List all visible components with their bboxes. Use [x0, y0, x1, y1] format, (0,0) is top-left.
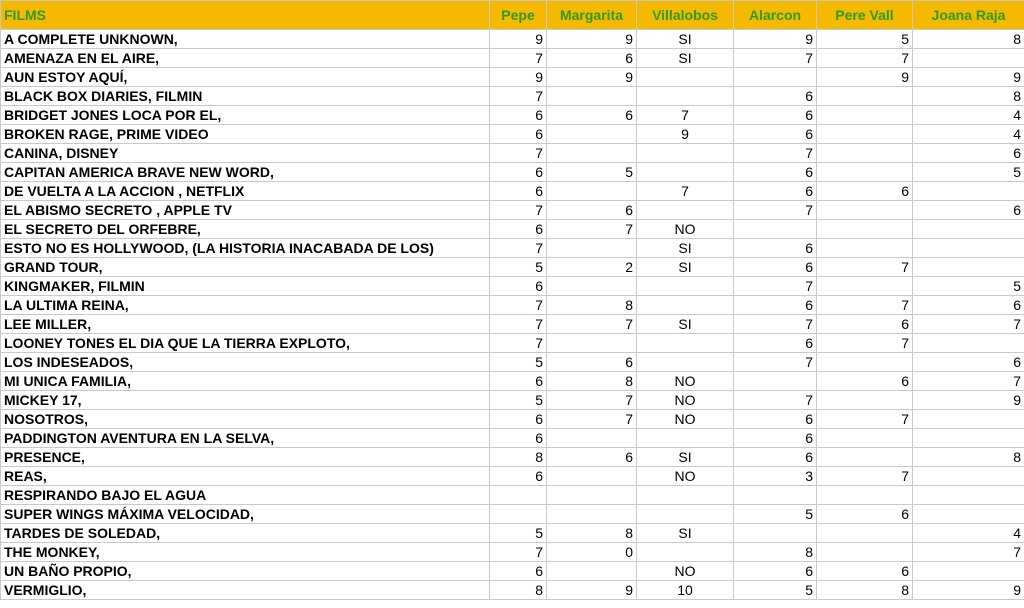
- alarcon-cell[interactable]: 6: [734, 125, 817, 144]
- margarita-cell[interactable]: [547, 125, 637, 144]
- villalobos-cell[interactable]: SI: [637, 30, 734, 49]
- margarita-cell[interactable]: 6: [547, 201, 637, 220]
- table-row: [1, 410, 1024, 429]
- pepe-cell[interactable]: 7: [490, 543, 547, 562]
- villalobos-cell[interactable]: SI: [637, 239, 734, 258]
- pere-vall-cell[interactable]: [817, 391, 913, 410]
- villalobos-cell[interactable]: [637, 144, 734, 163]
- film-cell[interactable]: AMENAZA EN EL AIRE,: [1, 49, 490, 68]
- villalobos-cell[interactable]: NO: [637, 410, 734, 429]
- villalobos-cell[interactable]: [637, 163, 734, 182]
- film-cell[interactable]: PRESENCE,: [1, 448, 490, 467]
- table-row: [1, 220, 1024, 239]
- film-cell[interactable]: REAS,: [1, 467, 490, 486]
- villalobos-cell[interactable]: [637, 201, 734, 220]
- alarcon-cell[interactable]: 5: [734, 505, 817, 524]
- margarita-cell[interactable]: 2: [547, 258, 637, 277]
- margarita-cell[interactable]: [547, 239, 637, 258]
- margarita-cell[interactable]: 8: [547, 524, 637, 543]
- film-cell[interactable]: LA ULTIMA REINA,: [1, 296, 490, 315]
- film-cell[interactable]: PADDINGTON AVENTURA EN LA SELVA,: [1, 429, 490, 448]
- pepe-cell[interactable]: 6: [490, 562, 547, 581]
- villalobos-cell[interactable]: [637, 296, 734, 315]
- table-row: [1, 524, 1024, 543]
- pepe-cell[interactable]: 6: [490, 106, 547, 125]
- pepe-cell[interactable]: 5: [490, 391, 547, 410]
- pere-vall-cell[interactable]: 7: [817, 296, 913, 315]
- film-cell[interactable]: NOSOTROS,: [1, 410, 490, 429]
- alarcon-cell[interactable]: 7: [734, 277, 817, 296]
- pere-vall-cell[interactable]: 6: [817, 562, 913, 581]
- pere-vall-cell[interactable]: [817, 448, 913, 467]
- joana-raja-cell[interactable]: 9: [913, 581, 1024, 600]
- table-row: [1, 448, 1024, 467]
- pepe-cell[interactable]: 7: [490, 49, 547, 68]
- pepe-cell[interactable]: 7: [490, 296, 547, 315]
- joana-raja-cell[interactable]: [913, 258, 1024, 277]
- villalobos-cell[interactable]: NO: [637, 220, 734, 239]
- pepe-cell[interactable]: 7: [490, 201, 547, 220]
- margarita-cell[interactable]: 5: [547, 163, 637, 182]
- joana-raja-cell[interactable]: 8: [913, 448, 1024, 467]
- table-row: [1, 182, 1024, 201]
- table-row: [1, 334, 1024, 353]
- margarita-cell[interactable]: 9: [547, 581, 637, 600]
- pepe-cell[interactable]: [490, 486, 547, 505]
- pepe-cell[interactable]: 6: [490, 277, 547, 296]
- pere-vall-cell[interactable]: [817, 220, 913, 239]
- table-row: [1, 144, 1024, 163]
- villalobos-cell[interactable]: SI: [637, 524, 734, 543]
- pepe-cell[interactable]: 7: [490, 239, 547, 258]
- pepe-cell[interactable]: 7: [490, 144, 547, 163]
- table-row: [1, 315, 1024, 334]
- pere-vall-cell[interactable]: [817, 201, 913, 220]
- alarcon-cell[interactable]: [734, 486, 817, 505]
- margarita-cell[interactable]: 0: [547, 543, 637, 562]
- joana-raja-cell[interactable]: 4: [913, 106, 1024, 125]
- table-row: [1, 277, 1024, 296]
- margarita-cell[interactable]: 7: [547, 410, 637, 429]
- pepe-cell[interactable]: 6: [490, 429, 547, 448]
- margarita-cell[interactable]: 7: [547, 391, 637, 410]
- joana-raja-cell[interactable]: [913, 467, 1024, 486]
- joana-raja-cell[interactable]: 5: [913, 277, 1024, 296]
- pere-vall-cell[interactable]: 6: [817, 182, 913, 201]
- pepe-cell[interactable]: 5: [490, 258, 547, 277]
- film-cell[interactable]: THE MONKEY,: [1, 543, 490, 562]
- joana-raja-cell[interactable]: [913, 562, 1024, 581]
- film-cell[interactable]: CANINA, DISNEY: [1, 144, 490, 163]
- joana-raja-cell[interactable]: 5: [913, 163, 1024, 182]
- alarcon-cell[interactable]: 5: [734, 581, 817, 600]
- margarita-cell[interactable]: 8: [547, 296, 637, 315]
- joana-raja-cell[interactable]: [913, 182, 1024, 201]
- pepe-cell[interactable]: 9: [490, 68, 547, 87]
- pere-vall-cell[interactable]: [817, 106, 913, 125]
- margarita-cell[interactable]: 7: [547, 315, 637, 334]
- joana-raja-cell[interactable]: [913, 239, 1024, 258]
- pere-vall-cell[interactable]: [817, 87, 913, 106]
- table-row: [1, 30, 1024, 49]
- joana-raja-cell[interactable]: 6: [913, 353, 1024, 372]
- villalobos-cell[interactable]: 7: [637, 182, 734, 201]
- pere-vall-cell[interactable]: [817, 239, 913, 258]
- pepe-cell[interactable]: 7: [490, 334, 547, 353]
- pepe-cell[interactable]: 6: [490, 182, 547, 201]
- film-cell[interactable]: VERMIGLIO,: [1, 581, 490, 600]
- pere-vall-cell[interactable]: [817, 524, 913, 543]
- alarcon-cell[interactable]: 7: [734, 391, 817, 410]
- margarita-cell[interactable]: [547, 505, 637, 524]
- pepe-cell[interactable]: 8: [490, 581, 547, 600]
- table-row: [1, 562, 1024, 581]
- pepe-cell[interactable]: 6: [490, 220, 547, 239]
- margarita-cell[interactable]: 9: [547, 68, 637, 87]
- alarcon-cell[interactable]: [734, 524, 817, 543]
- pere-vall-cell[interactable]: [817, 277, 913, 296]
- joana-raja-cell[interactable]: 8: [913, 87, 1024, 106]
- margarita-cell[interactable]: [547, 182, 637, 201]
- villalobos-cell[interactable]: SI: [637, 49, 734, 68]
- alarcon-cell[interactable]: 9: [734, 30, 817, 49]
- villalobos-cell[interactable]: [637, 68, 734, 87]
- joana-raja-cell[interactable]: [913, 410, 1024, 429]
- pere-vall-cell[interactable]: [817, 543, 913, 562]
- film-cell[interactable]: TARDES DE SOLEDAD,: [1, 524, 490, 543]
- alarcon-cell[interactable]: 7: [734, 49, 817, 68]
- alarcon-cell[interactable]: 6: [734, 182, 817, 201]
- film-cell[interactable]: ESTO NO ES HOLLYWOOD, (LA HISTORIA INACABADA DE LOS): [1, 239, 490, 258]
- villalobos-cell[interactable]: 10: [637, 581, 734, 600]
- pere-vall-cell[interactable]: 6: [817, 505, 913, 524]
- villalobos-cell[interactable]: [637, 87, 734, 106]
- table-row: [1, 87, 1024, 106]
- villalobos-cell[interactable]: [637, 277, 734, 296]
- alarcon-cell[interactable]: 7: [734, 201, 817, 220]
- pere-vall-cell[interactable]: [817, 163, 913, 182]
- pere-vall-cell[interactable]: 6: [817, 372, 913, 391]
- header-row: [1, 1, 1024, 30]
- margarita-cell[interactable]: [547, 277, 637, 296]
- alarcon-cell[interactable]: 6: [734, 258, 817, 277]
- film-cell[interactable]: LEE MILLER,: [1, 315, 490, 334]
- film-cell[interactable]: BROKEN RAGE, PRIME VIDEO: [1, 125, 490, 144]
- film-cell[interactable]: LOS INDESEADOS,: [1, 353, 490, 372]
- table-row: [1, 505, 1024, 524]
- film-cell[interactable]: DE VUELTA A LA ACCION , NETFLIX: [1, 182, 490, 201]
- film-cell[interactable]: LOONEY TONES EL DIA QUE LA TIERRA EXPLOTO,: [1, 334, 490, 353]
- villalobos-cell[interactable]: 7: [637, 106, 734, 125]
- film-cell[interactable]: EL SECRETO DEL ORFEBRE,: [1, 220, 490, 239]
- joana-raja-cell[interactable]: 4: [913, 524, 1024, 543]
- alarcon-cell[interactable]: 6: [734, 410, 817, 429]
- alarcon-cell[interactable]: 6: [734, 296, 817, 315]
- pepe-cell[interactable]: 6: [490, 410, 547, 429]
- table-row: [1, 391, 1024, 410]
- pepe-cell[interactable]: 6: [490, 467, 547, 486]
- villalobos-cell[interactable]: [637, 334, 734, 353]
- pere-vall-cell[interactable]: [817, 144, 913, 163]
- header-pere-vall[interactable]: Pere Vall: [817, 1, 913, 30]
- table-row: [1, 106, 1024, 125]
- pere-vall-cell[interactable]: 6: [817, 315, 913, 334]
- joana-raja-cell[interactable]: [913, 334, 1024, 353]
- header-margarita[interactable]: Margarita: [547, 1, 637, 30]
- alarcon-cell[interactable]: 6: [734, 562, 817, 581]
- film-cell[interactable]: SUPER WINGS MÁXIMA VELOCIDAD,: [1, 505, 490, 524]
- villalobos-cell[interactable]: NO: [637, 372, 734, 391]
- alarcon-cell[interactable]: [734, 68, 817, 87]
- pere-vall-cell[interactable]: [817, 125, 913, 144]
- film-cell[interactable]: KINGMAKER, FILMIN: [1, 277, 490, 296]
- villalobos-cell[interactable]: NO: [637, 467, 734, 486]
- table-row: [1, 68, 1024, 87]
- margarita-cell[interactable]: [547, 144, 637, 163]
- alarcon-cell[interactable]: 6: [734, 239, 817, 258]
- pepe-cell[interactable]: 6: [490, 125, 547, 144]
- joana-raja-cell[interactable]: 7: [913, 315, 1024, 334]
- pepe-cell[interactable]: 7: [490, 315, 547, 334]
- margarita-cell[interactable]: [547, 87, 637, 106]
- film-cell[interactable]: A COMPLETE UNKNOWN,: [1, 30, 490, 49]
- pepe-cell[interactable]: 5: [490, 353, 547, 372]
- table-row: [1, 486, 1024, 505]
- pepe-cell[interactable]: [490, 505, 547, 524]
- villalobos-cell[interactable]: SI: [637, 258, 734, 277]
- villalobos-cell[interactable]: [637, 505, 734, 524]
- table-row: [1, 296, 1024, 315]
- alarcon-cell[interactable]: 3: [734, 467, 817, 486]
- villalobos-cell[interactable]: [637, 543, 734, 562]
- pepe-cell[interactable]: 5: [490, 524, 547, 543]
- pere-vall-cell[interactable]: 8: [817, 581, 913, 600]
- pepe-cell[interactable]: 8: [490, 448, 547, 467]
- alarcon-cell[interactable]: 6: [734, 429, 817, 448]
- film-cell[interactable]: GRAND TOUR,: [1, 258, 490, 277]
- joana-raja-cell[interactable]: 8: [913, 30, 1024, 49]
- pere-vall-cell[interactable]: [817, 429, 913, 448]
- pepe-cell[interactable]: 6: [490, 372, 547, 391]
- villalobos-cell[interactable]: SI: [637, 315, 734, 334]
- table-row: [1, 239, 1024, 258]
- villalobos-cell[interactable]: [637, 486, 734, 505]
- alarcon-cell[interactable]: [734, 372, 817, 391]
- pepe-cell[interactable]: 6: [490, 163, 547, 182]
- pepe-cell[interactable]: 9: [490, 30, 547, 49]
- table-row: [1, 49, 1024, 68]
- margarita-cell[interactable]: 9: [547, 30, 637, 49]
- margarita-cell[interactable]: 6: [547, 106, 637, 125]
- margarita-cell[interactable]: 6: [547, 353, 637, 372]
- joana-raja-cell[interactable]: 7: [913, 543, 1024, 562]
- alarcon-cell[interactable]: 7: [734, 353, 817, 372]
- table-row: [1, 258, 1024, 277]
- villalobos-cell[interactable]: SI: [637, 448, 734, 467]
- margarita-cell[interactable]: [547, 467, 637, 486]
- film-cell[interactable]: MI UNICA FAMILIA,: [1, 372, 490, 391]
- pere-vall-cell[interactable]: 7: [817, 49, 913, 68]
- joana-raja-cell[interactable]: 4: [913, 125, 1024, 144]
- villalobos-cell[interactable]: 9: [637, 125, 734, 144]
- joana-raja-cell[interactable]: [913, 220, 1024, 239]
- alarcon-cell[interactable]: 6: [734, 163, 817, 182]
- pere-vall-cell[interactable]: [817, 353, 913, 372]
- header-villalobos[interactable]: Villalobos: [637, 1, 734, 30]
- villalobos-cell[interactable]: NO: [637, 562, 734, 581]
- joana-raja-cell[interactable]: 9: [913, 68, 1024, 87]
- alarcon-cell[interactable]: 6: [734, 448, 817, 467]
- alarcon-cell[interactable]: 6: [734, 106, 817, 125]
- pere-vall-cell[interactable]: 7: [817, 467, 913, 486]
- table-row: [1, 201, 1024, 220]
- alarcon-cell[interactable]: 6: [734, 334, 817, 353]
- header-films[interactable]: FILMS: [1, 1, 490, 30]
- margarita-cell[interactable]: 7: [547, 220, 637, 239]
- villalobos-cell[interactable]: [637, 429, 734, 448]
- margarita-cell[interactable]: [547, 486, 637, 505]
- table-row: [1, 163, 1024, 182]
- header-pepe[interactable]: Pepe: [490, 1, 547, 30]
- joana-raja-cell[interactable]: [913, 49, 1024, 68]
- pere-vall-cell[interactable]: 7: [817, 258, 913, 277]
- table-row: [1, 581, 1024, 600]
- pepe-cell[interactable]: 7: [490, 87, 547, 106]
- table-row: [1, 353, 1024, 372]
- film-cell[interactable]: UN BAÑO PROPIO,: [1, 562, 490, 581]
- film-cell[interactable]: MICKEY 17,: [1, 391, 490, 410]
- pere-vall-cell[interactable]: [817, 486, 913, 505]
- alarcon-cell[interactable]: 7: [734, 144, 817, 163]
- joana-raja-cell[interactable]: 6: [913, 144, 1024, 163]
- alarcon-cell[interactable]: 8: [734, 543, 817, 562]
- table-row: [1, 372, 1024, 391]
- film-cell[interactable]: BLACK BOX DIARIES, FILMIN: [1, 87, 490, 106]
- film-cell[interactable]: CAPITAN AMERICA BRAVE NEW WORD,: [1, 163, 490, 182]
- joana-raja-cell[interactable]: [913, 505, 1024, 524]
- pere-vall-cell[interactable]: 7: [817, 334, 913, 353]
- pere-vall-cell[interactable]: 5: [817, 30, 913, 49]
- table-row: [1, 125, 1024, 144]
- joana-raja-cell[interactable]: 7: [913, 372, 1024, 391]
- villalobos-cell[interactable]: [637, 353, 734, 372]
- joana-raja-cell[interactable]: [913, 486, 1024, 505]
- table-row: [1, 467, 1024, 486]
- margarita-cell[interactable]: [547, 334, 637, 353]
- table-row: [1, 429, 1024, 448]
- joana-raja-cell[interactable]: [913, 429, 1024, 448]
- alarcon-cell[interactable]: 6: [734, 87, 817, 106]
- header-alarcon[interactable]: Alarcon: [734, 1, 817, 30]
- pere-vall-cell[interactable]: 7: [817, 410, 913, 429]
- header-joana-raja[interactable]: Joana Raja: [913, 1, 1024, 30]
- margarita-cell[interactable]: 6: [547, 448, 637, 467]
- pere-vall-cell[interactable]: 9: [817, 68, 913, 87]
- margarita-cell[interactable]: [547, 562, 637, 581]
- alarcon-cell[interactable]: 7: [734, 315, 817, 334]
- joana-raja-cell[interactable]: 6: [913, 296, 1024, 315]
- alarcon-cell[interactable]: [734, 220, 817, 239]
- film-cell[interactable]: RESPIRANDO BAJO EL AGUA: [1, 486, 490, 505]
- film-cell[interactable]: AUN ESTOY AQUÍ,: [1, 68, 490, 87]
- joana-raja-cell[interactable]: 6: [913, 201, 1024, 220]
- table-row: [1, 543, 1024, 562]
- margarita-cell[interactable]: 8: [547, 372, 637, 391]
- villalobos-cell[interactable]: NO: [637, 391, 734, 410]
- joana-raja-cell[interactable]: 9: [913, 391, 1024, 410]
- margarita-cell[interactable]: 6: [547, 49, 637, 68]
- film-cell[interactable]: BRIDGET JONES LOCA POR EL,: [1, 106, 490, 125]
- film-cell[interactable]: EL ABISMO SECRETO , APPLE TV: [1, 201, 490, 220]
- margarita-cell[interactable]: [547, 429, 637, 448]
